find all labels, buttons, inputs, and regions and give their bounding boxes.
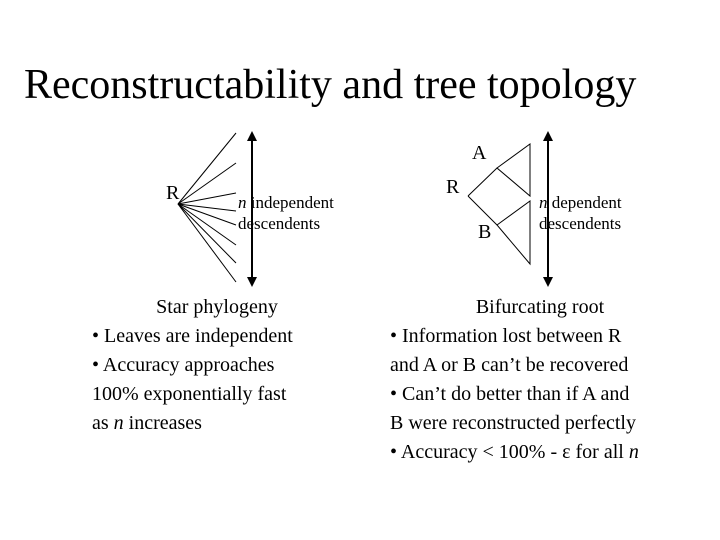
text-fragment: • Accuracy < 100% - <box>390 441 563 463</box>
caption-bullet-continued: 100% exponentially fast <box>92 383 287 405</box>
star-branch <box>178 204 236 263</box>
star-branch <box>178 193 236 204</box>
n-variable: n <box>113 412 124 434</box>
star-phylogeny-caption <box>92 293 342 438</box>
n-variable: n <box>628 441 639 463</box>
descendents-label <box>539 192 622 234</box>
bifurcating-root-caption <box>390 293 690 467</box>
subtree-b <box>497 201 530 264</box>
caption-bullet: • Can’t do better than if A and <box>390 383 630 405</box>
text-fragment: as <box>92 412 114 434</box>
root-label: R <box>166 182 180 204</box>
caption-heading: Star phylogeny <box>156 296 278 318</box>
subtree-a <box>497 144 530 196</box>
slide-title: Reconstructability and tree topology <box>24 62 637 108</box>
text-fragment: for all <box>570 441 629 463</box>
descendents-label-line2: descendents <box>539 214 622 233</box>
descendents-label <box>238 192 334 234</box>
caption-heading: Bifurcating root <box>475 296 605 318</box>
text-fragment: increases <box>123 412 202 434</box>
node-b-label: B <box>478 221 492 243</box>
caption-bullet-continued <box>92 409 342 438</box>
star-branch <box>178 204 236 282</box>
caption-bullet: • Leaves are independent <box>92 325 293 347</box>
n-variable: n <box>238 193 247 212</box>
caption-bullet: • Information lost between R <box>390 325 622 347</box>
star-branch <box>178 133 236 204</box>
root-label: R <box>446 176 460 198</box>
caption-bullet-continued: and A or B can’t be recovered <box>390 354 629 376</box>
n-variable: n <box>539 193 548 212</box>
descendents-label-line1: independent <box>246 193 334 212</box>
root-branch-to-a <box>468 168 497 196</box>
caption-bullet-continued: B were reconstructed perfectly <box>390 412 636 434</box>
caption-bullet: • Accuracy approaches <box>92 354 275 376</box>
descendents-label-line1: dependent <box>547 193 622 212</box>
epsilon-symbol: ε <box>562 441 571 463</box>
node-a-label: A <box>472 142 487 164</box>
descendents-label-line2: descendents <box>238 214 321 233</box>
caption-bullet <box>390 438 690 467</box>
